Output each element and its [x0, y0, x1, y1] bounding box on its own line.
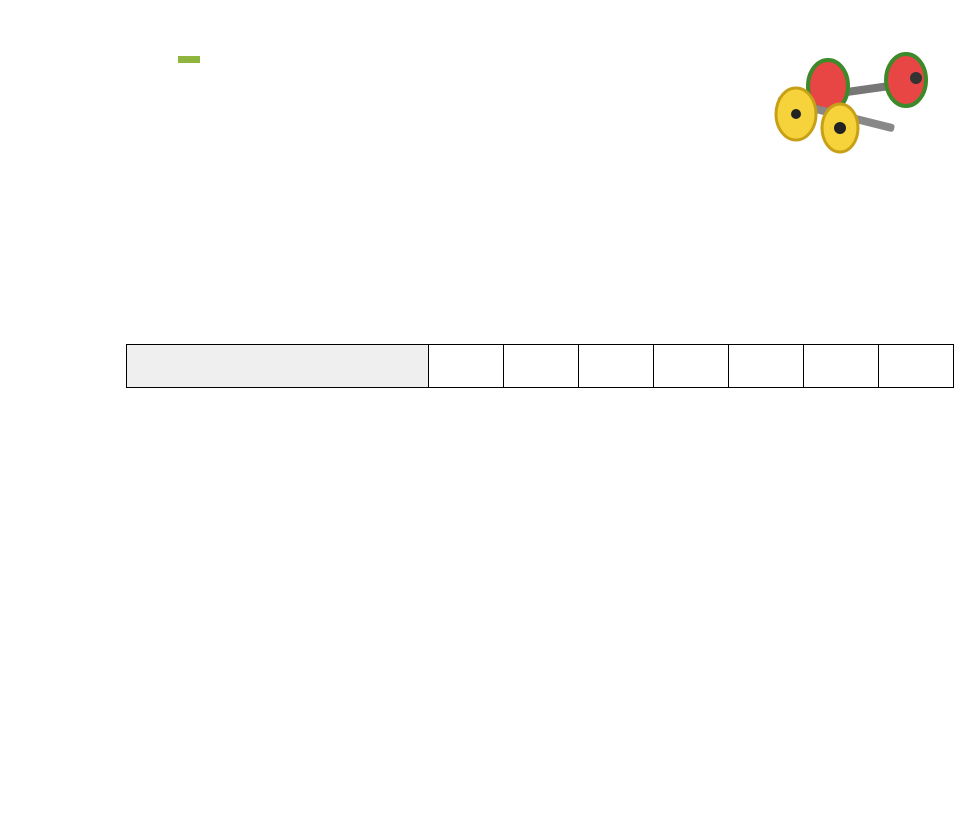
column-header-4: [654, 345, 729, 388]
table-header-row: [127, 345, 954, 388]
page-title: [400, 60, 750, 160]
column-header-1: [429, 345, 504, 388]
param-header: [127, 345, 429, 388]
fio-line: [70, 214, 75, 235]
studio-logo: [86, 28, 336, 188]
measurements-table: [126, 344, 954, 388]
qfit-logo-mark: [86, 28, 326, 138]
column-header-7: [879, 345, 954, 388]
column-header-2: [504, 345, 579, 388]
fruit-dumbbell-icon: [766, 48, 942, 160]
column-header-3: [579, 345, 654, 388]
column-header-6: [804, 345, 879, 388]
info-line: [70, 251, 85, 272]
column-header-5: [729, 345, 804, 388]
